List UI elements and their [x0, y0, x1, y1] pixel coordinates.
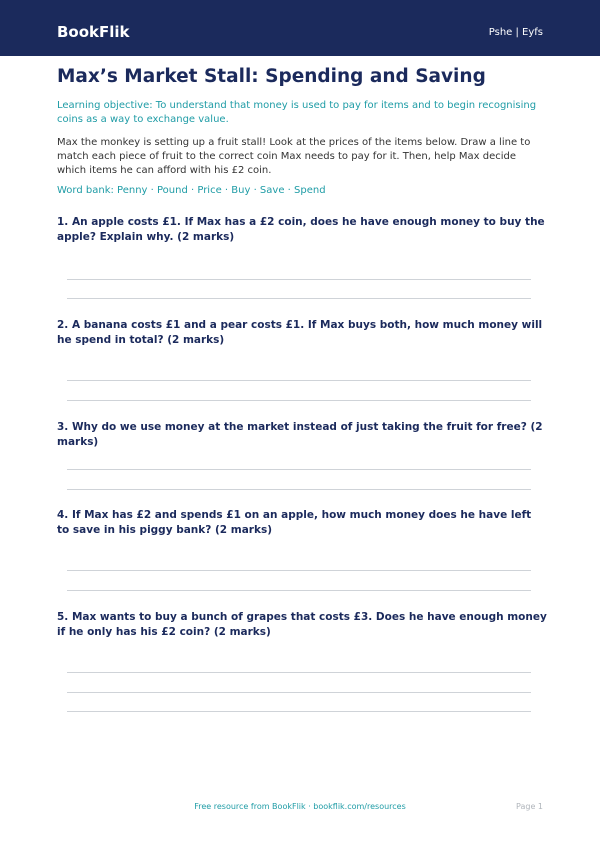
answer-line[interactable]	[67, 489, 531, 490]
header-bar	[0, 0, 600, 56]
question-1: 1. An apple costs £1. If Max has a £2 coin, does he have enough money to buy the apple? Explain why. (2 marks)	[57, 216, 545, 243]
answer-line[interactable]	[67, 711, 531, 712]
footer-resource-link[interactable]: Free resource from BookFlik · bookflik.com/resources	[194, 802, 406, 811]
question-5: 5. Max wants to buy a bunch of grapes that costs £3. Does he have enough money if he only has his £2 coin? (2 marks)	[57, 611, 547, 638]
answer-line[interactable]	[67, 400, 531, 401]
question-2: 2. A banana costs £1 and a pear costs £1. If Max buys both, how much money will he spend in total? (2 marks)	[57, 319, 543, 346]
word-bank: Word bank: Penny · Pound · Price · Buy · Save · Spend	[57, 185, 326, 196]
answer-line[interactable]	[67, 692, 531, 693]
brand-logo: BookFlik	[57, 23, 130, 41]
question-4: 4. If Max has £2 and spends £1 on an apple, how much money does he have left to save in his piggy bank? (2 marks)	[57, 509, 532, 536]
answer-line[interactable]	[67, 279, 531, 280]
intro-text: Max the monkey is setting up a fruit stall! Look at the prices of the items below. Draw a line to match each piece of fruit to the correct coin Max needs to pay for it. Then, help Max decide which items he can afford with his £2 coin.	[57, 137, 531, 176]
answer-line[interactable]	[67, 590, 531, 591]
answer-line[interactable]	[67, 672, 531, 673]
answer-line[interactable]	[67, 469, 531, 470]
page-number: Page 1	[516, 802, 543, 811]
page-title: Max’s Market Stall: Spending and Saving	[57, 66, 486, 87]
question-3: 3. Why do we use money at the market instead of just taking the fruit for free? (2 marks)	[57, 421, 543, 448]
answer-line[interactable]	[67, 570, 531, 571]
answer-line[interactable]	[67, 380, 531, 381]
subject-label: Pshe | Eyfs	[488, 27, 543, 38]
learning-objective: Learning objective: To understand that money is used to pay for items and to begin recognising coins as a way to exchange value.	[57, 100, 537, 125]
answer-line[interactable]	[67, 298, 531, 299]
